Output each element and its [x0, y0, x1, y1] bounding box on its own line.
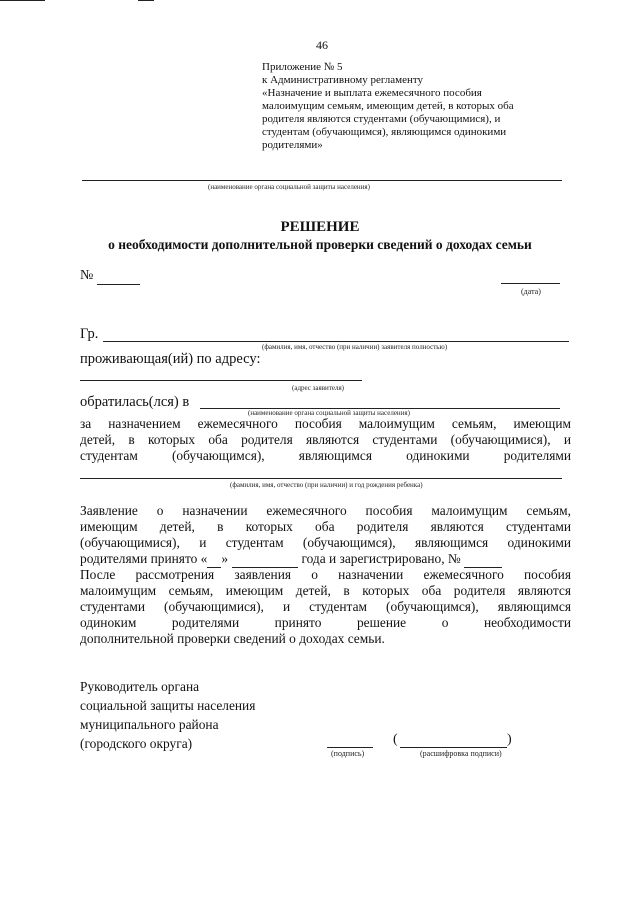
registration-line	[80, 551, 502, 568]
authority-caption: (наименование органа социальной защиты населения)	[208, 183, 370, 191]
date-line	[501, 283, 560, 284]
signature-line: муниципального района	[80, 717, 219, 732]
document-title: РЕШЕНИЕ	[280, 219, 360, 235]
annex-line: к Административному регламенту	[262, 74, 424, 86]
signature-line: Руководитель органа	[80, 679, 200, 694]
number-line	[97, 284, 140, 285]
child-caption: (фамилия, имя, отчество (при наличии) и год рождения ребенка)	[230, 481, 423, 489]
body-line: Заявление о назначении ежемесячного пособия малоимущим семьям,	[80, 503, 571, 518]
citizen-label: Гр.	[80, 326, 99, 342]
address-label: проживающая(ий) по адресу:	[80, 351, 261, 367]
body-line: имеющим детей, в которых оба родителя являются студентами	[80, 519, 571, 534]
sign-caption: (подпись)	[331, 749, 365, 758]
page-number: 46	[316, 38, 328, 52]
body-line: (обучающимися), и студентам (обучающимся), являющимся одинокими	[80, 535, 571, 550]
annex-line: родителя являются студентами (обучающимися), и	[262, 113, 501, 125]
child-line	[80, 478, 562, 479]
month-blank	[232, 551, 298, 568]
purpose-line: за назначением ежемесячного пособия малоимущим семьям, имеющим	[80, 416, 571, 431]
registration-suffix: года и зарегистрировано, №	[301, 551, 461, 566]
citizen-name-line	[103, 341, 569, 342]
registration-prefix: родителями принято «	[80, 551, 208, 566]
annex-line: малоимущим семьям, имеющим детей, в которых оба	[262, 100, 514, 112]
decode-line	[400, 747, 507, 748]
decode-open-paren: (	[393, 732, 398, 747]
conclusion-line: студентами (обучающимися), и студентам (обучающимся), являющимся	[80, 599, 571, 614]
annex-line: родителями»	[262, 139, 323, 151]
annex-line: студентам (обучающимся), являющимся одинокими	[262, 126, 507, 138]
conclusion-line: малоимущим семьям, имеющим детей, в которых оба родителя являются	[80, 583, 571, 598]
registration-number-blank	[464, 551, 502, 568]
top-mark-left	[0, 0, 45, 1]
decode-caption: (расшифровка подписи)	[420, 749, 502, 758]
number-label: №	[80, 268, 94, 283]
top-mark-right	[138, 0, 154, 1]
purpose-line: детей, в которых оба родителя являются студентами (обучающимися), и	[80, 432, 571, 447]
purpose-line: студентам (обучающимся), являющимся одинокими родителями	[80, 448, 571, 463]
conclusion-last-line: дополнительной проверки сведений о доходах семьи.	[80, 631, 385, 646]
citizen-caption: (фамилия, имя, отчество (при наличии) заявителя полностью)	[262, 343, 448, 351]
day-blank	[207, 551, 221, 568]
annex-line: «Назначение и выплата ежемесячного пособия	[262, 87, 482, 99]
conclusion-line: одиноким родителями принято решение о необходимости	[80, 615, 571, 630]
signature-line: социальной защиты населения	[80, 698, 256, 713]
address-caption: (адрес заявителя)	[292, 384, 344, 392]
signature-line: (городского округа)	[80, 736, 193, 751]
document-subtitle: о необходимости дополнительной проверки сведений о доходах семьи	[108, 237, 532, 252]
applied-label: обратилась(лся) в	[80, 394, 190, 410]
conclusion-line: После рассмотрения заявления о назначении ежемесячного пособия	[80, 567, 571, 582]
registration-mid: »	[221, 551, 229, 566]
decode-close-paren: )	[507, 732, 512, 747]
date-caption: (дата)	[521, 287, 541, 296]
sign-line	[327, 747, 373, 748]
annex-title: Приложение № 5	[262, 61, 343, 73]
authority-line	[82, 180, 562, 181]
address-line	[80, 380, 362, 381]
applied-caption: (наименование органа социальной защиты населения)	[248, 409, 410, 417]
